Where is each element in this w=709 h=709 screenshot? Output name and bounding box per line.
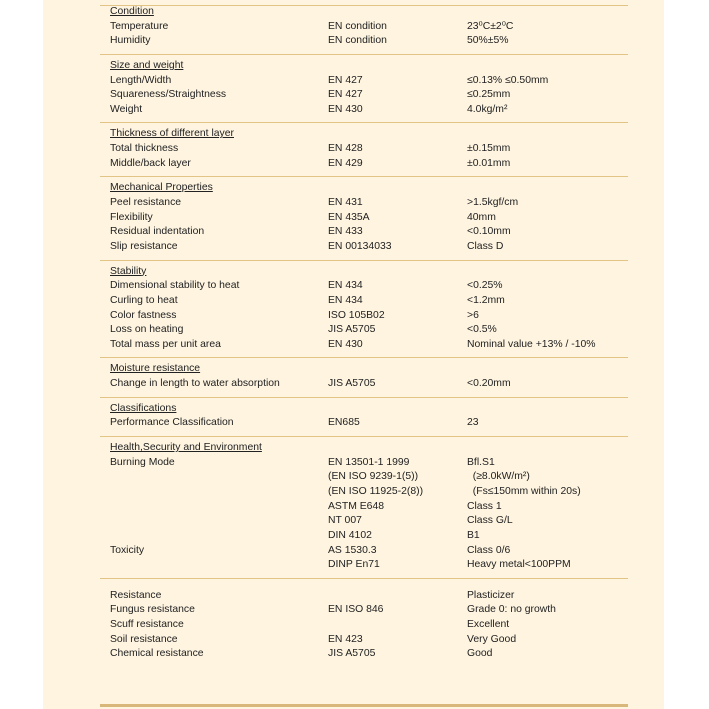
section-heading: Classifications: [110, 402, 177, 414]
property-name: Scuff resistance: [110, 619, 184, 631]
test-standard: DIN 4102: [328, 529, 372, 541]
property-name: Toxicity: [110, 544, 145, 556]
test-standard: EN 427: [328, 89, 363, 101]
spec-row: [100, 647, 628, 662]
property-name: [100, 470, 328, 485]
test-standard: (EN ISO 11925-2(8)): [328, 485, 424, 497]
spec-value: <0.20mm: [467, 378, 511, 390]
section-heading: Stability: [110, 265, 147, 277]
test-standard: EN 430: [328, 103, 363, 115]
section-heading-row: [100, 265, 628, 280]
test-standard: AS 1530.3: [328, 544, 377, 556]
test-standard: [328, 589, 467, 604]
spec-value: 23: [467, 417, 479, 429]
spec-value: ±0.01mm: [467, 157, 511, 169]
spec-value: Good: [467, 648, 493, 660]
section-heading-row: [100, 5, 628, 20]
section-heading-row: [100, 402, 628, 417]
section-heading-row: [100, 127, 628, 142]
test-standard: (EN ISO 9239-1(5)): [328, 471, 419, 483]
spec-value: Class G/L: [467, 515, 513, 527]
property-name: [100, 485, 328, 500]
test-standard: EN ISO 846: [328, 604, 384, 616]
spec-section: [100, 358, 628, 397]
property-name: [100, 500, 328, 515]
test-standard: EN 433: [328, 226, 363, 238]
test-standard: DINP En71: [328, 559, 380, 571]
spec-row: [100, 74, 628, 89]
section-heading: Size and weight: [110, 59, 184, 71]
spec-row: [100, 323, 628, 338]
test-standard: EN 00134033: [328, 240, 392, 252]
test-standard: EN 435A: [328, 211, 370, 223]
spec-value: (≥8.0kW/m²): [467, 471, 530, 483]
test-standard: NT 007: [328, 515, 362, 527]
test-standard: EN condition: [328, 35, 387, 47]
test-standard: ASTM E648: [328, 500, 385, 512]
spec-value: Excellent: [467, 619, 510, 631]
property-name: Chemical resistance: [110, 648, 204, 660]
property-name: Total mass per unit area: [110, 338, 221, 350]
test-standard: EN condition: [328, 20, 387, 32]
section-heading-row: [100, 362, 628, 377]
section-heading: Health,Security and Environment: [110, 442, 262, 454]
property-name: Flexibility: [110, 211, 153, 223]
property-name: [100, 558, 328, 573]
property-name: Residual indentation: [110, 226, 205, 238]
spec-value: <0.25%: [467, 280, 503, 292]
spec-value: Grade 0: no growth: [467, 604, 556, 616]
spec-row: [100, 34, 628, 49]
property-name: Color fastness: [110, 309, 177, 321]
spec-row: [100, 225, 628, 240]
spec-value: ≤0.25mm: [467, 89, 511, 101]
test-standard: EN 429: [328, 157, 363, 169]
test-standard: JIS A5705: [328, 324, 376, 336]
test-standard: EN 427: [328, 74, 363, 86]
section-heading-row: [100, 59, 628, 74]
spec-row: [100, 558, 628, 573]
test-standard: EN 428: [328, 143, 363, 155]
spec-row: [100, 103, 628, 118]
test-standard: EN685: [328, 417, 360, 429]
property-name: Loss on heating: [110, 324, 184, 336]
test-standard: ISO 105B02: [328, 309, 385, 321]
spec-row: [100, 88, 628, 103]
spec-row: [100, 633, 628, 648]
spec-value: Nominal value +13% / -10%: [467, 338, 596, 350]
spec-row: [100, 544, 628, 559]
spec-value: Class 1: [467, 500, 502, 512]
test-standard: [328, 618, 467, 633]
section-heading: Mechanical Properties: [110, 182, 213, 194]
section-heading: Thickness of different layer: [110, 128, 234, 140]
property-name: Curling to heat: [110, 294, 178, 306]
spec-section: [100, 123, 628, 177]
property-name: Resistance: [110, 589, 162, 601]
spec-value: Heavy metal<100PPM: [467, 559, 571, 571]
spec-value: Class 0/6: [467, 544, 511, 556]
property-name: Weight: [110, 103, 143, 115]
spec-value: >6: [467, 309, 479, 321]
bottom-divider: [100, 704, 628, 707]
section-heading-row: [100, 441, 628, 456]
spec-row: [100, 309, 628, 324]
property-name: Humidity: [110, 35, 151, 47]
spec-section: [100, 0, 628, 55]
spec-value: B1: [467, 529, 480, 541]
spec-value: 40mm: [467, 211, 496, 223]
spec-row: [100, 279, 628, 294]
spec-section: [100, 177, 628, 260]
property-name: Middle/back layer: [110, 157, 191, 169]
spec-value: >1.5kgf/cm: [467, 197, 519, 209]
spec-value: 50%±5%: [467, 35, 509, 47]
property-name: Fungus resistance: [110, 604, 195, 616]
property-name: Total thickness: [110, 143, 179, 155]
spec-value: Class D: [467, 240, 504, 252]
test-standard: EN 13501-1 1999: [328, 456, 410, 468]
section-heading: Condition: [110, 6, 154, 17]
spec-row: [100, 142, 628, 157]
property-name: Change in length to water absorption: [110, 378, 280, 390]
spec-row: [100, 618, 628, 633]
spec-row: [100, 416, 628, 431]
property-name: [100, 514, 328, 529]
test-standard: JIS A5705: [328, 648, 376, 660]
spec-section: [100, 579, 628, 667]
spec-value: (Fs≤150mm within 20s): [467, 485, 581, 497]
test-standard: EN 431: [328, 197, 363, 209]
property-name: Peel resistance: [110, 197, 182, 209]
property-name: Performance Classification: [110, 417, 234, 429]
spec-row: [100, 485, 628, 500]
spec-row: [100, 338, 628, 353]
spec-row: [100, 294, 628, 309]
spec-row: [100, 211, 628, 226]
property-name: Temperature: [110, 20, 169, 32]
property-name: Length/Width: [110, 74, 172, 86]
property-name: Squareness/Straightness: [110, 89, 227, 101]
spec-value: ±0.15mm: [467, 143, 511, 155]
property-name: [100, 529, 328, 544]
section-heading-row: [100, 181, 628, 196]
spec-row: [100, 529, 628, 544]
spec-row: [100, 603, 628, 618]
property-name: Soil resistance: [110, 633, 178, 645]
test-standard: EN 434: [328, 294, 363, 306]
spec-row: [100, 589, 628, 604]
property-name: Dimensional stability to heat: [110, 280, 240, 292]
spec-row: [100, 157, 628, 172]
spec-value: Plasticizer: [467, 589, 515, 601]
spec-row: [100, 500, 628, 515]
spec-value: 4.0kg/m²: [467, 103, 508, 115]
spec-value: Very Good: [467, 633, 517, 645]
test-standard: JIS A5705: [328, 378, 376, 390]
spec-value: <0.10mm: [467, 226, 511, 238]
spec-row: [100, 470, 628, 485]
property-name: Burning Mode: [110, 456, 175, 468]
spec-value: <0.5%: [467, 324, 497, 336]
test-standard: EN 430: [328, 338, 363, 350]
spec-row: [100, 20, 628, 35]
spec-section: [100, 437, 628, 579]
test-standard: EN 423: [328, 633, 363, 645]
spec-value: Bfl.S1: [467, 456, 495, 468]
spec-value: <1.2mm: [467, 294, 505, 306]
spec-row: [100, 514, 628, 529]
spec-value: 23⁰C±2⁰C: [467, 20, 514, 32]
property-name: Slip resistance: [110, 240, 178, 252]
section-heading: Moisture resistance: [110, 363, 201, 375]
spec-value: ≤0.13% ≤0.50mm: [467, 74, 549, 86]
test-standard: EN 434: [328, 280, 363, 292]
spec-row: [100, 196, 628, 211]
spec-section: [100, 261, 628, 359]
spec-row: [100, 240, 628, 255]
spec-row: [100, 377, 628, 392]
spec-section: [100, 398, 628, 437]
spec-section: [100, 55, 628, 124]
spec-row: [100, 456, 628, 471]
spec-table: [100, 0, 628, 667]
